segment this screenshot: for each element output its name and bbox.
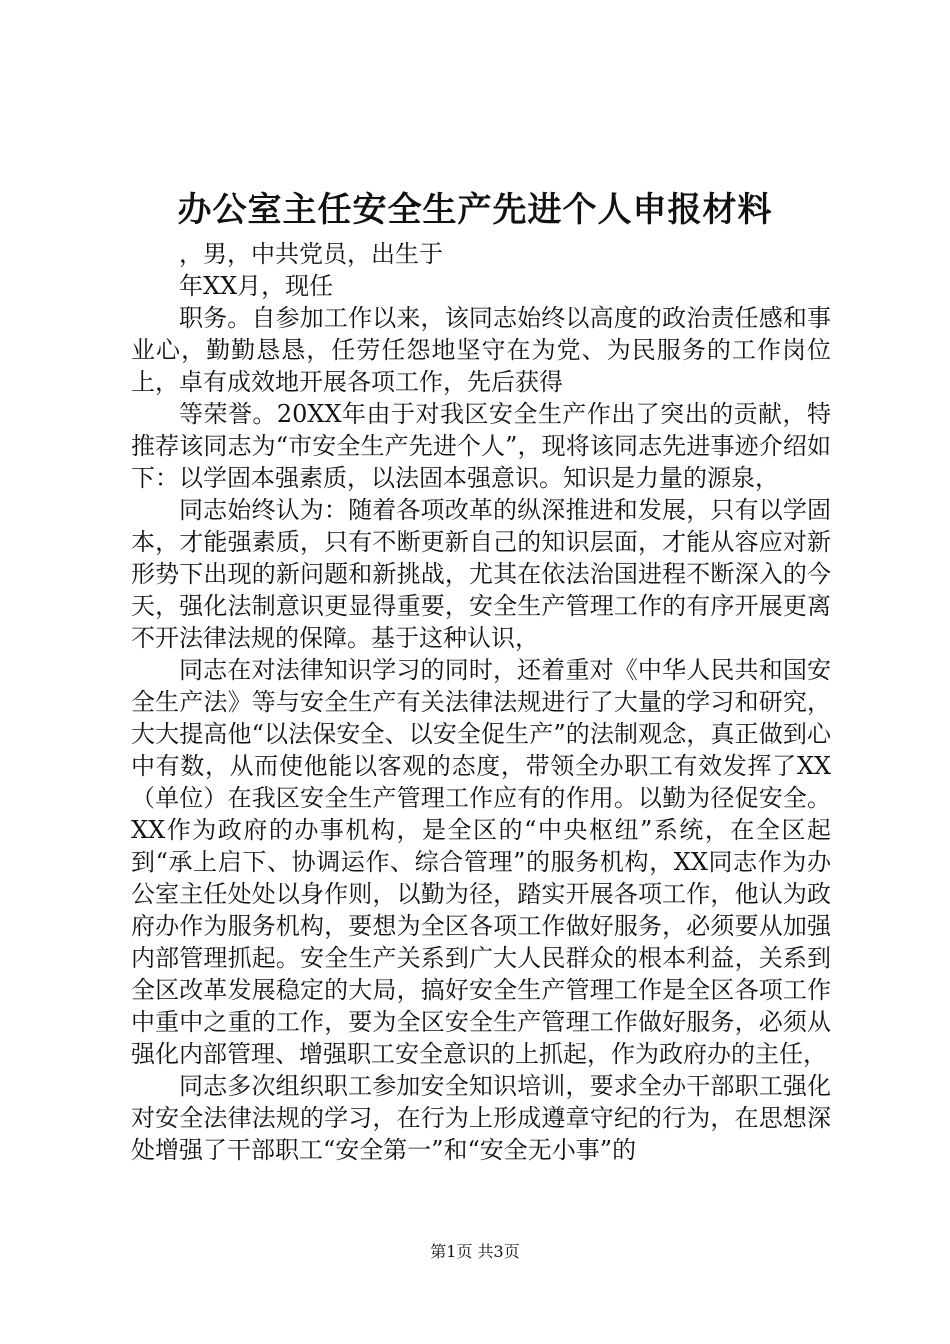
- paragraph: 等荣誉。20XX年由于对我区安全生产作出了突出的贡献，特推荐该同志为“市安全生产先进个人”，现将该同志先进事迹介绍如下：以学固本强素质，以法固本强意识。知识是力量的源泉，: [131, 400, 831, 492]
- paragraph: 同志始终认为：随着各项改革的纵深推进和发展，只有以学固本，才能强素质，只有不断更新自己的知识层面，才能从容应对新形势下出现的新问题和新挑战，尤其在依法治国进程不断深入的今天，强化法制意识更显得重要，安全生产管理工作的有序开展更离不开法律法规的保障。基于这种认识，: [131, 496, 831, 652]
- page-number-footer: 第1页 共3页: [430, 1242, 520, 1261]
- paragraph: 同志在对法律知识学习的同时，还着重对《中华人民共和国安全生产法》等与安全生产有关法律法规进行了大量的学习和研究，大大提高他“以法保安全、以安全促生产”的法制观念，真正做到心中有数，从而使他能以客观的态度，带领全办职工有效发挥了XX（单位）在我区安全生产管理工作应有的作用。以勤为径促安全。XX作为政府的办事机构，是全区的“中央枢纽”系统，在全区起到“承上启下、协调运作、综合管理”的服务机构，XX同志作为办公室主任处处以身作则，以勤为径，踏实开展各项工作，他认为政府办作为服务机构，要想为全区各项工作做好服务，必须要从加强内部管理抓起。安全生产关系到广大人民群众的根本利益，关系到全区改革发展稳定的大局，搞好安全生产管理工作是全区各项工作中重中之重的工作，要为全区安全生产管理工作做好服务，必须从强化内部管理、增强职工安全意识的上抓起，作为政府办的主任，: [131, 656, 831, 1068]
- document-body: [131, 238, 831, 1166]
- paragraph: ，男，中共党员，出生于: [179, 240, 443, 268]
- document-title: 办公室主任安全生产先进个人申报材料: [177, 190, 773, 230]
- paragraph: 职务。自参加工作以来，该同志始终以高度的政治责任感和事业心，勤勤恳恳，任劳任怨地坚守在为党、为民服务的工作岗位上，卓有成效地开展各项工作，先后获得: [131, 304, 831, 396]
- paragraph: 年XX月，现任: [179, 272, 334, 300]
- paragraph: 同志多次组织职工参加安全知识培训，要求全办干部职工强化对安全法律法规的学习，在行为上形成遵章守纪的行为，在思想深处增强了干部职工“安全第一”和“安全无小事”的: [131, 1072, 831, 1164]
